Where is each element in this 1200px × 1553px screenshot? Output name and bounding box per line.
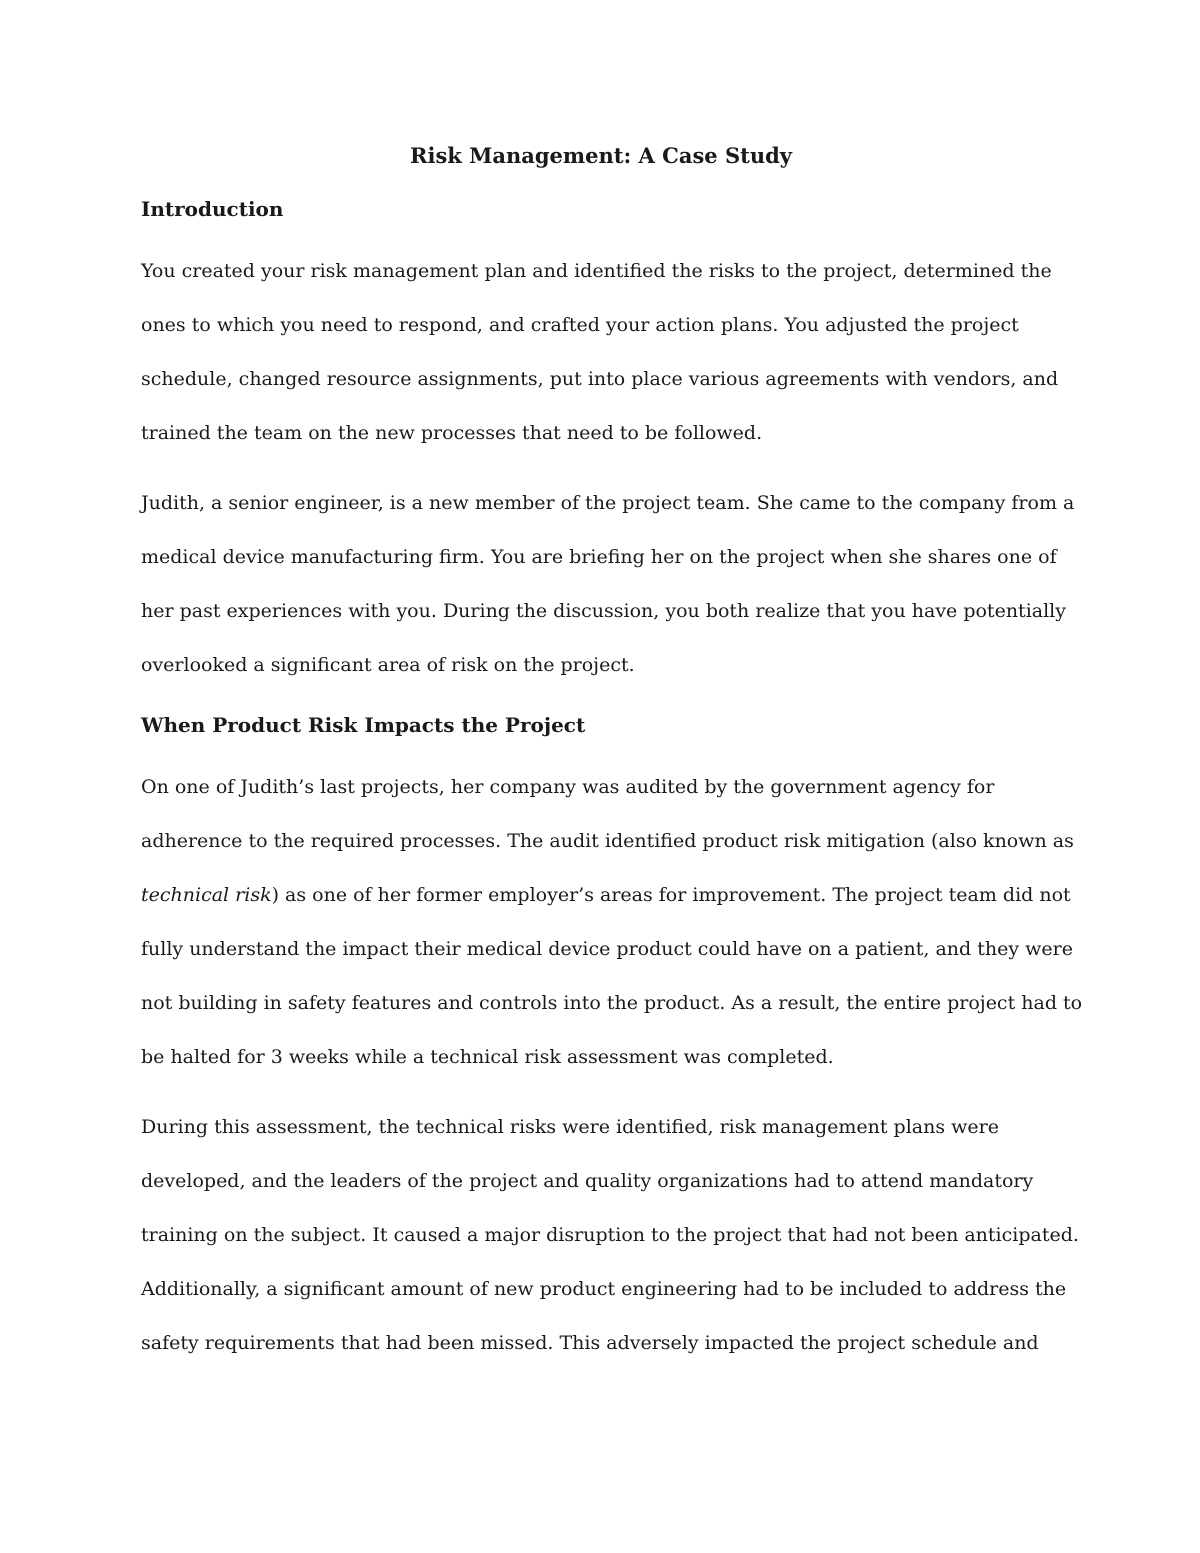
text-line: be halted for 3 weeks while a technical risk assessment was completed. (141, 1046, 834, 1068)
paragraph-intro-1 (141, 244, 1061, 460)
paragraph-product-risk-1 (141, 760, 1083, 1084)
text-line: Judith, a senior engineer, is a new member of the project team. She came to the company from a (141, 492, 1075, 514)
text-line: safety requirements that had been missed. This adversely impacted the project schedule and (141, 1332, 1039, 1354)
text-line: overlooked a significant area of risk on the project. (141, 654, 635, 676)
text-line: medical device manufacturing firm. You are briefing her on the project when she shares one of (141, 546, 1057, 568)
text-line: training on the subject. It caused a major disruption to the project that had not been anticipated. (141, 1224, 1079, 1246)
text-line-with-italic (141, 868, 1071, 922)
section-heading-introduction: Introduction (141, 197, 284, 221)
document-title: Risk Management: A Case Study (410, 143, 792, 168)
section-heading-product-risk: When Product Risk Impacts the Project (141, 713, 586, 737)
text-line: On one of Judith’s last projects, her company was audited by the government agency for (141, 776, 995, 798)
text-line: adherence to the required processes. The audit identified product risk mitigation (also known as (141, 830, 1074, 852)
text-line: You created your risk management plan and identified the risks to the project, determined the (141, 260, 1052, 282)
document-page (141, 138, 1083, 1386)
paragraph-product-risk-2 (141, 1100, 1079, 1370)
italic-term: technical risk (141, 884, 272, 906)
text-line: not building in safety features and controls into the product. As a result, the entire project had to (141, 992, 1083, 1014)
paragraph-intro-2 (141, 476, 1075, 692)
text-line: schedule, changed resource assignments, put into place various agreements with vendors, and (141, 368, 1059, 390)
text-line: trained the team on the new processes that need to be followed. (141, 422, 763, 444)
text-line: During this assessment, the technical risks were identified, risk management plans were (141, 1116, 999, 1138)
text-line: Additionally, a significant amount of new product engineering had to be included to address the (141, 1278, 1067, 1300)
text-fragment: ) as one of her former employer’s areas for improvement. The project team did not (271, 884, 1071, 906)
text-line: developed, and the leaders of the project and quality organizations had to attend mandatory (141, 1170, 1034, 1192)
text-line: her past experiences with you. During the discussion, you both realize that you have potentially (141, 600, 1066, 622)
text-line: fully understand the impact their medical device product could have on a patient, and they were (141, 938, 1073, 960)
text-line: ones to which you need to respond, and crafted your action plans. You adjusted the project (141, 314, 1019, 336)
